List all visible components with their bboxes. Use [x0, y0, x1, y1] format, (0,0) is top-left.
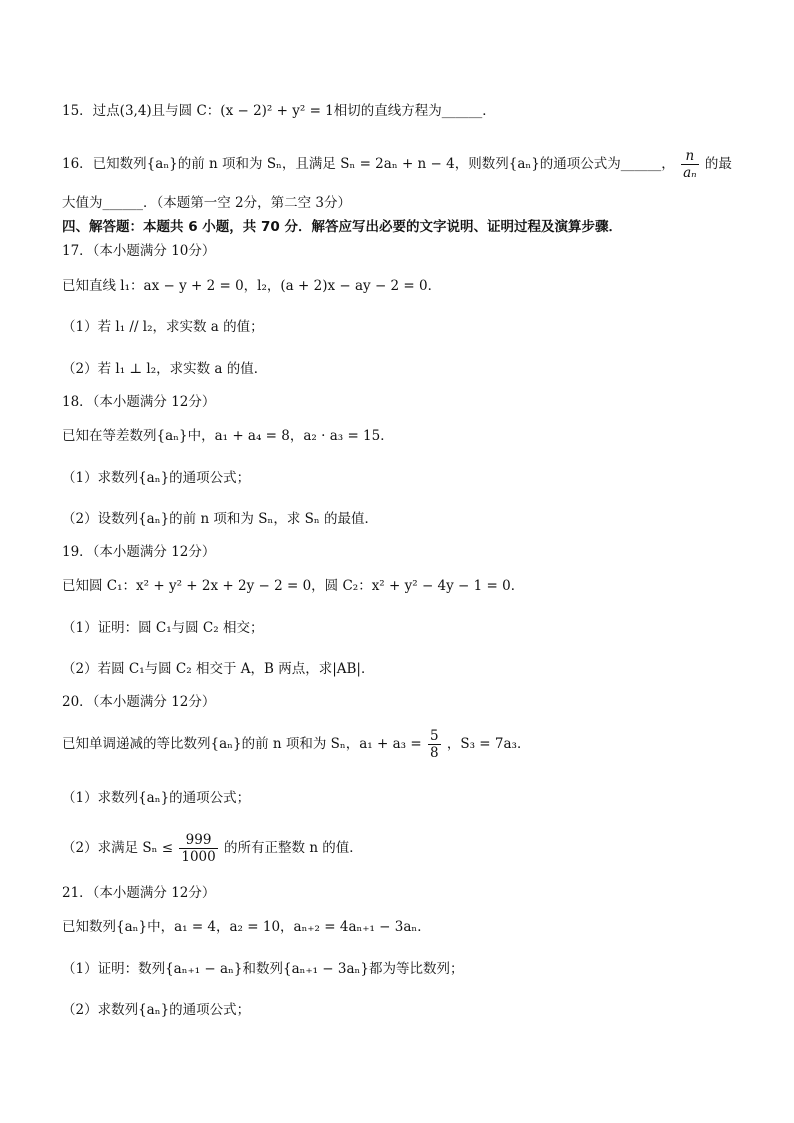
question-20-header: 20．（本小题满分 12分） [62, 694, 216, 710]
fraction-denominator: 8 [429, 745, 439, 761]
question-17-part-2: （2）若 l₁ ⊥ l₂，求实数 a 的值． [62, 361, 268, 377]
question-19-part-2: （2）若圆 C₁与圆 C₂ 相交于 A，B 两点，求|AB|． [62, 661, 375, 677]
question-21-part-1: （1）证明：数列{aₙ₊₁ − aₙ}和数列{aₙ₊₁ − 3aₙ}都为等比数列； [62, 961, 464, 977]
question-16-text-end: 的最 [704, 156, 732, 172]
question-18-stem: 已知在等差数列{aₙ}中，a₁ + a₄ = 8，a₂ · a₃ = 15． [62, 428, 394, 444]
question-17-part-1: （1）若 l₁ // l₂，求实数 a 的值； [62, 319, 264, 335]
question-20-stem-text: 已知单调递减的等比数列{aₙ}的前 n 项和为 Sₙ，a₁ + a₃ = [62, 736, 422, 752]
question-16-text: 16．已知数列{aₙ}的前 n 项和为 Sₙ，且满足 Sₙ = 2aₙ + n − 4，则数列{aₙ}的通项公式为______， [62, 156, 675, 172]
question-20-part-1: （1）求数列{aₙ}的通项公式； [62, 790, 251, 806]
question-21-header: 21．（本小题满分 12分） [62, 885, 216, 901]
fraction-denominator: 1000 [181, 849, 216, 865]
question-20-stem-text-end: ，S₃ = 7a₃． [446, 736, 531, 752]
question-18-header: 18．（本小题满分 12分） [62, 394, 216, 410]
fraction-denominator: aₙ [683, 165, 697, 181]
question-20-part-2-text-end: 的所有正整数 n 的值． [224, 840, 363, 856]
fraction-numerator: n [681, 148, 699, 165]
fraction-numerator: 999 [179, 832, 217, 849]
section-4-heading: 四、解答题：本题共 6 小题，共 70 分．解答应写出必要的文字说明、证明过程及演算步骤． [62, 219, 622, 235]
question-20-stem [62, 728, 754, 761]
question-21-stem: 已知数列{aₙ}中，a₁ = 4，a₂ = 10，aₙ₊₂ = 4aₙ₊₁ − 3aₙ． [62, 919, 431, 935]
question-19-stem: 已知圆 C₁：x² + y² + 2x + 2y − 2 = 0，圆 C₂：x² + y² − 4y − 1 = 0． [62, 578, 525, 594]
fraction-numerator: 5 [429, 728, 439, 744]
question-20-part-2-fraction [179, 832, 217, 865]
question-16-fraction [681, 148, 699, 181]
question-19-part-1: （1）证明：圆 C₁与圆 C₂ 相交； [62, 620, 264, 636]
question-17-stem: 已知直线 l₁：ax − y + 2 = 0，l₂，(a + 2)x − ay − 2 = 0． [62, 278, 442, 294]
question-18-part-2: （2）设数列{aₙ}的前 n 项和为 Sₙ，求 Sₙ 的最值． [62, 511, 378, 527]
question-18-part-1: （1）求数列{aₙ}的通项公式； [62, 470, 251, 486]
question-16-line-1 [62, 148, 754, 181]
question-17-header: 17．（本小题满分 10分） [62, 243, 216, 259]
question-15: 15．过点(3,4)且与圆 C：(x − 2)² + y² = 1相切的直线方程为______． [62, 103, 496, 119]
question-19-header: 19．（本小题满分 12分） [62, 544, 216, 560]
question-20-part-2 [62, 832, 754, 865]
question-21-part-2: （2）求数列{aₙ}的通项公式； [62, 1002, 251, 1018]
question-20-part-2-text: （2）求满足 Sₙ ≤ [62, 840, 174, 856]
question-20-fraction [428, 728, 441, 761]
question-16-line-2: 大值为______．（本题第一空 2分，第二空 3分） [62, 195, 352, 211]
